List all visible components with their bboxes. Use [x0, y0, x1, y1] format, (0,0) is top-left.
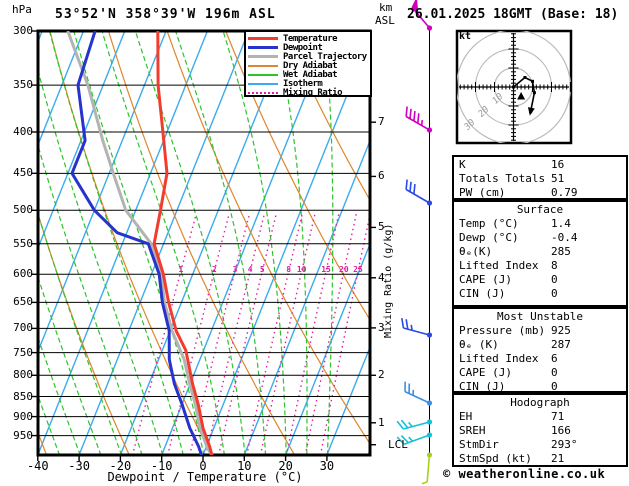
row-label: CAPE (J)	[459, 273, 512, 286]
table-row	[454, 231, 626, 245]
temp-label: 30	[319, 459, 335, 473]
indices-table	[452, 200, 628, 307]
row-label: CAPE (J)	[459, 366, 512, 379]
temp-label: 0	[199, 459, 207, 473]
table-row	[454, 438, 626, 452]
temp-label: -30	[68, 459, 90, 473]
table-row	[454, 186, 626, 200]
table-row	[454, 158, 626, 172]
row-label: Temp (°C)	[459, 217, 519, 230]
pressure-label: 450	[13, 166, 33, 180]
pressure-label: 300	[13, 24, 33, 37]
legend-label: Temperature	[283, 33, 338, 44]
row-label: Lifted Index	[459, 259, 539, 272]
row-value: 0	[551, 287, 558, 300]
wind-barb-column	[397, 0, 432, 484]
pressure-label: 800	[13, 368, 33, 382]
table-row	[454, 259, 626, 273]
legend-swatch	[248, 92, 278, 94]
indices-table	[452, 393, 628, 467]
pressure-unit-label: hPa	[12, 3, 32, 16]
row-label: CIN (J)	[459, 380, 506, 393]
mixing-ratio-value-label: 4	[247, 265, 253, 274]
legend-swatch	[248, 83, 278, 85]
pressure-label: 500	[13, 203, 33, 217]
pressure-label: 950	[13, 428, 33, 442]
table-row	[454, 217, 626, 231]
hodograph-ring-label-30: 30	[462, 117, 478, 133]
mixing-ratio-value-label: 5	[259, 265, 265, 274]
legend-swatch	[248, 65, 278, 67]
temp-label: 20	[278, 459, 293, 473]
hodograph-ring-label-10: 10	[490, 91, 506, 107]
km-asl-label: 4	[378, 270, 385, 284]
row-value: 0	[551, 366, 558, 379]
wind-barb	[406, 180, 432, 206]
legend-label: Dry Adiabat	[283, 60, 338, 71]
temp-label: -20	[109, 459, 132, 473]
km-asl-label: 6	[378, 169, 385, 183]
row-label: Dewp (°C)	[459, 231, 519, 244]
table-row	[454, 273, 626, 287]
row-label: θₑ (K)	[459, 338, 499, 351]
table-row	[454, 410, 626, 424]
table-row	[454, 424, 626, 438]
indices-panel	[452, 155, 628, 467]
row-value: 1.4	[551, 217, 571, 230]
table-row	[454, 352, 626, 366]
row-value: 285	[551, 245, 571, 258]
row-label: StmSpd (kt)	[459, 452, 532, 465]
row-value: 6	[551, 352, 558, 365]
row-value: -0.4	[551, 231, 578, 244]
row-value: 21	[551, 452, 565, 465]
row-value: 166	[551, 424, 571, 437]
wind-barb	[402, 318, 432, 337]
temp-label: 10	[237, 459, 252, 473]
run-date: 26.01.2025 18GMT (Base: 18)	[407, 7, 619, 22]
mixing-ratio-value-label: 1	[178, 265, 184, 274]
legend-swatch	[248, 37, 278, 40]
row-value: 0.79	[551, 186, 578, 199]
indices-table	[452, 307, 628, 393]
row-label: Lifted Index	[459, 352, 539, 365]
km-asl-label: 5	[378, 220, 385, 234]
mixing-ratio-value-label: 8	[286, 265, 292, 274]
row-value: 287	[551, 338, 571, 351]
temp-label: -10	[150, 459, 173, 473]
km-asl-label: 1	[378, 415, 385, 429]
legend-swatch	[248, 55, 278, 58]
table-row	[454, 380, 626, 394]
hodograph-unit-label: kt	[459, 31, 472, 42]
station-title: 53°52'N 358°39'W 196m ASL	[55, 7, 276, 22]
mixing-ratio-value-label: 15	[321, 265, 331, 274]
lcl-label: LCL	[388, 438, 408, 451]
table-row	[454, 324, 626, 338]
row-value: 71	[551, 410, 565, 423]
x-axis-title: Dewpoint / Temperature (°C)	[107, 470, 303, 484]
km-asl-label: 3	[378, 320, 385, 334]
wind-barb	[405, 382, 432, 406]
wind-barb	[397, 419, 432, 429]
legend-label: Wet Adiabat	[283, 69, 338, 80]
km-asl-label: 7	[378, 115, 385, 129]
row-label: StmDir	[459, 438, 499, 451]
row-value: 0	[551, 273, 558, 286]
row-label: SREH	[459, 424, 486, 437]
legend-swatch	[248, 46, 278, 49]
legend	[244, 30, 372, 97]
copyright: © weatheronline.co.uk	[443, 467, 606, 481]
row-value: 293°	[551, 438, 578, 451]
mixing-ratio-value-label: 20	[339, 265, 349, 274]
row-label: Totals Totals	[459, 172, 546, 185]
table-header: Hodograph	[510, 396, 570, 409]
mixing-ratio-value-label: 25	[353, 265, 363, 274]
legend-label: Parcel Trajectory	[283, 51, 367, 62]
hodograph-ring-label-20: 20	[476, 104, 492, 120]
pressure-label: 850	[13, 389, 33, 403]
pressure-label: 750	[13, 345, 33, 359]
wind-barb	[406, 107, 432, 133]
wind-barb	[422, 452, 432, 483]
row-label: PW (cm)	[459, 186, 506, 199]
row-label: EH	[459, 410, 473, 423]
legend-label: Isotherm	[283, 78, 323, 89]
pressure-label: 350	[13, 78, 33, 92]
temp-label: -40	[26, 459, 49, 473]
table-row	[454, 287, 626, 301]
pressure-label: 550	[13, 236, 33, 250]
km-asl-label: 2	[378, 368, 385, 382]
row-value: 0	[551, 380, 558, 393]
table-row	[454, 338, 626, 352]
row-value: 925	[551, 324, 571, 337]
row-label: Pressure (mb)	[459, 324, 546, 337]
pressure-label: 400	[13, 124, 33, 138]
row-value: 51	[551, 172, 565, 185]
legend-label: Mixing Ratio	[283, 87, 343, 98]
pressure-label: 700	[13, 321, 33, 335]
pressure-label: 650	[13, 295, 33, 309]
table-row	[454, 245, 626, 259]
row-label: CIN (J)	[459, 287, 506, 300]
km-axis-unit: km	[379, 1, 393, 14]
table-header: Surface	[516, 203, 564, 216]
legend-label: Dewpoint	[283, 42, 323, 53]
mixing-ratio-value-label: 2	[211, 265, 217, 274]
row-value: 16	[551, 158, 565, 171]
table-header: Most Unstable	[496, 310, 584, 323]
table-row	[454, 452, 626, 466]
row-value: 8	[551, 259, 558, 272]
row-label: θₑ(K)	[459, 245, 493, 258]
mixing-ratio-axis-label: Mixing Ratio (g/kg)	[383, 223, 394, 338]
table-row	[454, 172, 626, 186]
row-label: K	[459, 158, 466, 171]
table-row	[454, 366, 626, 380]
legend-item	[248, 88, 370, 97]
asl-axis-unit: ASL	[375, 14, 395, 27]
mixing-ratio-value-label: 3	[232, 265, 238, 274]
indices-table	[452, 155, 628, 200]
pressure-label: 900	[13, 409, 33, 423]
mixing-ratio-value-label: 10	[296, 265, 307, 274]
legend-swatch	[248, 74, 278, 76]
pressure-label: 600	[13, 267, 33, 281]
